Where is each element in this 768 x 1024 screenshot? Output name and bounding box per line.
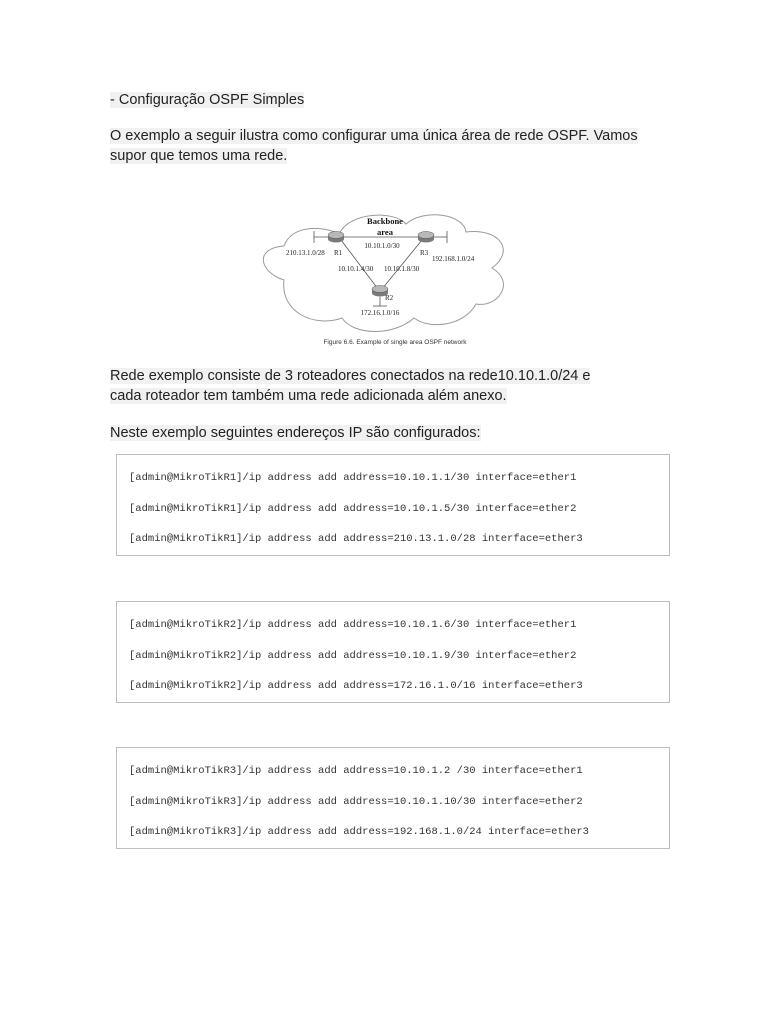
network-diagram xyxy=(254,210,514,350)
code-line: [admin@MikroTikR2]/ip address add address=10.10.1.9/30 interface=ether2 xyxy=(129,649,577,662)
router-r1-label: R1 xyxy=(334,249,343,257)
backbone-title-line-1: Backbone xyxy=(367,216,403,226)
router-r1-icon xyxy=(328,232,344,243)
ospf-network-figure xyxy=(254,210,514,350)
code-line: [admin@MikroTikR3]/ip address add address=10.10.1.10/30 interface=ether2 xyxy=(129,795,583,808)
intro-line-2: supor que temos uma rede. xyxy=(110,148,288,164)
code-line: [admin@MikroTikR2]/ip address add address=172.16.1.0/16 interface=ether3 xyxy=(129,680,583,692)
code-block-r2 xyxy=(116,601,670,703)
code-line: [admin@MikroTikR1]/ip address add address=210.13.1.0/28 interface=ether3 xyxy=(129,533,583,545)
intro-paragraph xyxy=(110,126,638,166)
router-r3-label: R3 xyxy=(420,249,429,257)
code-block-r1 xyxy=(116,454,670,556)
config-intro-text: Neste exemplo seguintes endereços IP são configurados: xyxy=(110,425,481,441)
net-r1-r3-label: 10.10.1.0/30 xyxy=(364,242,400,250)
net-r3-lan-label: 192.168.1.0/24 xyxy=(432,255,475,263)
router-r3-icon xyxy=(418,232,434,243)
code-line: [admin@MikroTikR3]/ip address add address=10.10.1.2 /30 interface=ether1 xyxy=(129,765,583,777)
code-line: [admin@MikroTikR1]/ip address add address=10.10.1.1/30 interface=ether1 xyxy=(129,472,577,484)
code-line: [admin@MikroTikR2]/ip address add address=10.10.1.6/30 interface=ether1 xyxy=(129,619,577,631)
backbone-title-line-2: area xyxy=(377,227,393,237)
router-r2-label: R2 xyxy=(385,294,394,302)
net-r1-r2-label: 10.10.1.4/30 xyxy=(338,265,374,273)
figure-caption: Figure 6.6. Example of single area OSPF network xyxy=(323,339,467,346)
net-r1-lan-label: 210.13.1.0/28 xyxy=(286,249,325,257)
config-intro-paragraph xyxy=(110,423,481,443)
desc-line-1: Rede exemplo consiste de 3 roteadores conectados na rede10.10.1.0/24 e xyxy=(110,368,591,384)
net-r2-r3-label: 10.10.1.8/30 xyxy=(384,265,420,273)
section-heading xyxy=(110,90,304,110)
code-line: [admin@MikroTikR3]/ip address add address=192.168.1.0/24 interface=ether3 xyxy=(129,826,589,838)
section-heading-text: - Configuração OSPF Simples xyxy=(110,92,305,108)
desc-line-2: cada roteador tem também uma rede adicionada além anexo. xyxy=(110,388,507,404)
description-paragraph xyxy=(110,366,590,406)
intro-line-1: O exemplo a seguir ilustra como configurar uma única área de rede OSPF. Vamos xyxy=(110,128,638,144)
code-block-r3 xyxy=(116,747,670,849)
net-r2-lan-label: 172.16.1.0/16 xyxy=(360,309,400,317)
code-line: [admin@MikroTikR1]/ip address add address=10.10.1.5/30 interface=ether2 xyxy=(129,502,577,515)
